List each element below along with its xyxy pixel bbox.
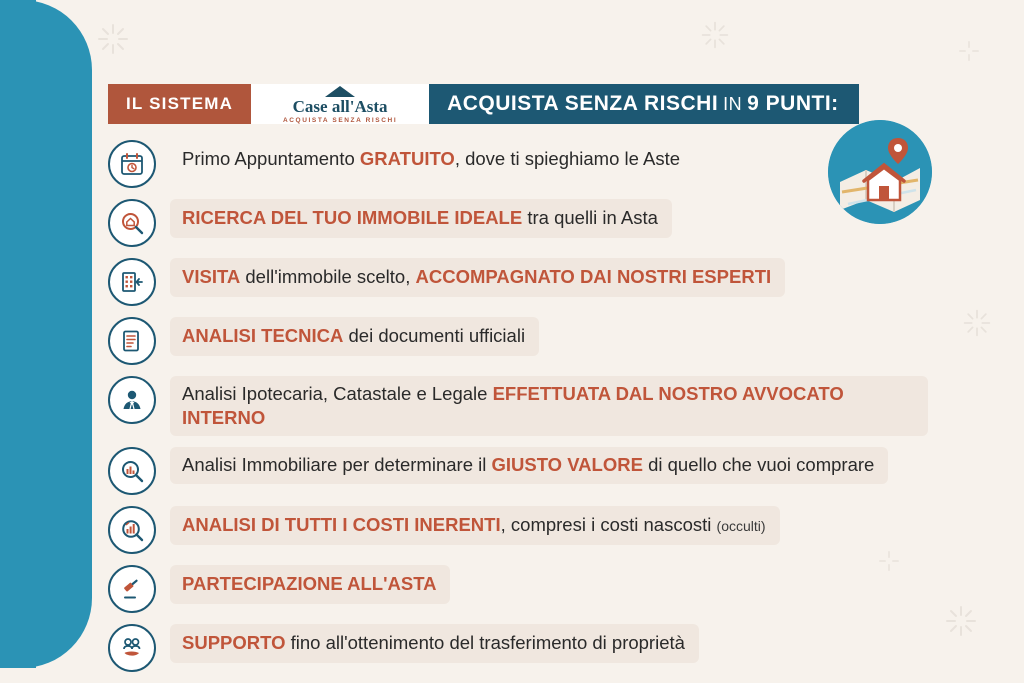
text-segment: Primo Appuntamento: [182, 148, 360, 169]
sparkle-icon: [944, 604, 978, 638]
left-teal-strip: [0, 0, 36, 668]
text-segment: tra quelli in Asta: [522, 207, 658, 228]
handshake-support-icon: [108, 624, 156, 672]
magnifier-house-icon: [108, 199, 156, 247]
text-segment-highlight: RICERCA DEL TUO IMMOBILE IDEALE: [182, 207, 523, 228]
document-check-icon: [108, 317, 156, 365]
text-segment: dei documenti ufficiali: [343, 325, 526, 346]
brand-tagline: ACQUISTA SENZA RISCHI: [282, 116, 398, 124]
text-segment-small: (occulti): [716, 518, 766, 535]
list-item-text: [170, 317, 539, 356]
text-segment: , dove ti spieghiamo le Aste: [454, 148, 681, 169]
list-item: [108, 140, 928, 188]
list-item-text: [170, 447, 888, 484]
brand-logo: [251, 84, 429, 124]
list-item-text: [170, 565, 450, 604]
text-segment-highlight: ANALISI DI TUTTI I COSTI INERENTI: [182, 514, 501, 536]
text-segment-highlight: PARTECIPAZIONE ALL'ASTA: [182, 573, 437, 595]
text-segment-highlight: VISITA: [182, 266, 241, 287]
text-segment-highlight: ANALISI TECNICA: [182, 325, 344, 346]
list-item: [108, 376, 928, 436]
calendar-clock-icon: [108, 140, 156, 188]
list-item-text: [170, 258, 785, 297]
text-segment-highlight: ACCOMPAGNATO DAI NOSTRI ESPERTI: [415, 266, 772, 287]
header-title-main: ACQUISTA SENZA RISCHI: [447, 92, 719, 115]
brand-name: Case all'Asta: [292, 97, 388, 117]
list-item-text: [170, 624, 699, 663]
list-item: [108, 506, 928, 554]
header-system-label: IL SISTEMA: [108, 84, 251, 124]
list-item-text: [170, 376, 928, 436]
list-item: [108, 624, 928, 672]
sparkle-icon: [962, 308, 992, 338]
points-list: [108, 140, 928, 683]
text-segment-highlight: GIUSTO VALORE: [491, 454, 643, 476]
list-item: [108, 317, 928, 365]
list-item-text: [170, 506, 780, 545]
header-title-tail: 9 PUNTI:: [747, 92, 839, 115]
text-segment: di quello che vuoi comprare: [642, 454, 875, 476]
text-segment: dell'immobile scelto,: [240, 266, 416, 287]
text-segment-highlight: SUPPORTO: [182, 632, 286, 654]
list-item: [108, 199, 928, 247]
header-bar: [108, 84, 859, 124]
header-title-connector: IN: [723, 93, 743, 114]
header-title: [429, 84, 859, 124]
text-segment-highlight: EFFETTUATA DAL NOSTRO AVVOCATO INTERNO: [182, 383, 844, 428]
text-segment: , compresi i costi nascosti: [500, 514, 717, 536]
house-roof-icon: [325, 84, 355, 97]
sparkle-icon: [956, 38, 982, 64]
building-visit-icon: [108, 258, 156, 306]
list-item-text: [170, 199, 672, 238]
lawyer-person-icon: [108, 376, 156, 424]
text-segment: Analisi Immobiliare per determinare il: [182, 454, 492, 476]
list-item: [108, 258, 928, 306]
list-item-text: [170, 140, 694, 179]
cost-chart-magnifier-icon: [108, 506, 156, 554]
gavel-icon: [108, 565, 156, 613]
chart-magnifier-icon: [108, 447, 156, 495]
sparkle-icon: [96, 22, 130, 56]
text-segment: fino all'ottenimento del trasferimento di proprietà: [285, 632, 685, 654]
sparkle-icon: [700, 20, 730, 50]
text-segment-highlight: GRATUITO: [359, 148, 455, 169]
list-item: [108, 447, 928, 495]
list-item: [108, 565, 928, 613]
text-segment: Analisi Ipotecaria, Catastale e Legale: [182, 383, 493, 404]
